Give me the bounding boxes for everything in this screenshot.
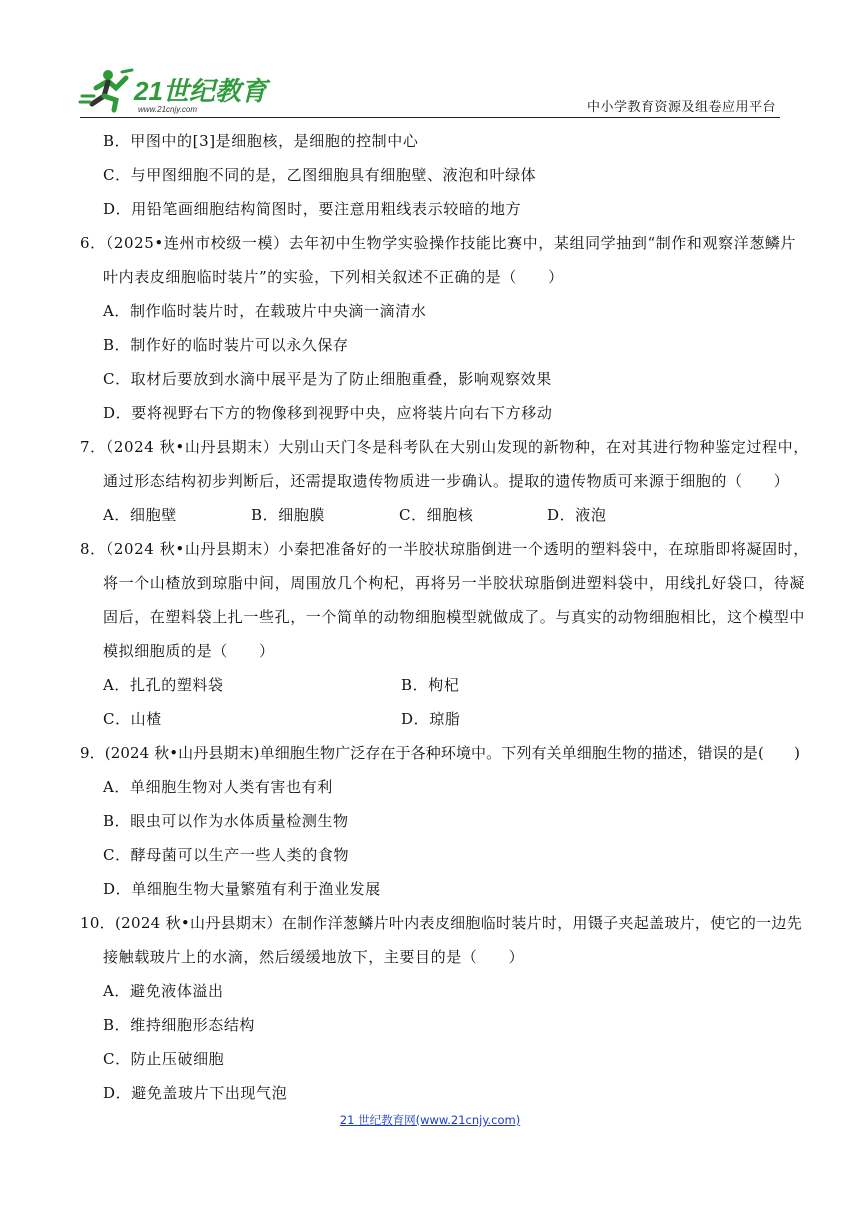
q7-stem-line1: 7．（2024 秋•山丹县期末）大别山天门冬是科考队在大别山发现的新物种，在对其进行物种鉴定过程中，: [80, 438, 809, 456]
q10-option-a: A．避免液体溢出: [103, 982, 224, 1000]
q8-stem-line2: 将一个山楂放到琼脂中间，周围放几个枸杞，再将另一半胶状琼脂倒进塑料袋中，用线扎好袋口，待凝: [103, 574, 806, 592]
q5-option-b: B．甲图中的[3]是细胞核，是细胞的控制中心: [103, 132, 419, 150]
q8-options-row1: [80, 668, 780, 702]
q6-option-b: B．制作好的临时装片可以永久保存: [103, 336, 349, 354]
q8-option-b: B．枸杞: [401, 676, 460, 694]
q6-option-d: D．要将视野右下方的物像移到视野中央，应将装片向右下方移动: [103, 404, 553, 422]
q8-option-c: C．山楂: [103, 710, 162, 728]
header-divider: [80, 117, 780, 118]
q7-options: [80, 498, 780, 532]
question-content: [80, 124, 809, 1110]
q6-stem-line1: 6．（2025•连州市校级一模）去年初中生物学实验操作技能比赛中，某组同学抽到“制作和观察洋葱鳞片: [80, 234, 797, 252]
q5-option-c: C．与甲图细胞不同的是，乙图细胞具有细胞壁、液泡和叶绿体: [103, 166, 537, 184]
q6-stem-line2: 叶内表皮细胞临时装片”的实验，下列相关叙述不正确的是（ ）: [103, 268, 564, 286]
q8-stem-line3: 固后，在塑料袋上扎一些孔，一个简单的动物细胞模型就做成了。与真实的动物细胞相比，这个模型中: [103, 608, 806, 626]
q10-option-c: C．防止压破细胞: [103, 1050, 225, 1068]
q7-option-c: C．细胞核: [399, 506, 474, 524]
q6-option-a: A．制作临时装片时，在载玻片中央滴一滴清水: [103, 302, 427, 320]
q5-option-d: D．用铅笔画细胞结构简图时，要注意用粗线表示较暗的地方: [103, 200, 522, 218]
q10-option-d: D．避免盖玻片下出现气泡: [103, 1084, 288, 1102]
site-logo[interactable]: [78, 66, 267, 116]
logo-text: 21世纪教育: [134, 76, 267, 106]
q8-options-row2: [80, 702, 780, 736]
q7-stem-line2: 通过形态结构初步判断后，还需提取遗传物质进一步确认。提取的遗传物质可来源于细胞的（ ）: [103, 472, 790, 490]
footer-link[interactable]: 21 世纪教育网(www.21cnjy.com): [339, 1113, 521, 1127]
q6-option-c: C．取材后要放到水滴中展平是为了防止细胞重叠，影响观察效果: [103, 370, 552, 388]
q8-stem-line4: 模拟细胞质的是（ ）: [103, 642, 275, 660]
q10-option-b: B．维持细胞形态结构: [103, 1016, 256, 1034]
q9-option-b: B．眼虫可以作为水体质量检测生物: [103, 812, 349, 830]
q8-option-a: A．扎孔的塑料袋: [103, 676, 224, 694]
q10-stem-line2: 接触载玻片上的水滴，然后缓缓地放下，主要目的是（ ）: [103, 948, 525, 966]
q7-option-a: A．细胞壁: [103, 506, 177, 524]
q7-option-d: D．液泡: [547, 506, 607, 524]
q8-option-d: D．琼脂: [401, 710, 461, 728]
q9-stem-line1: 9．(2024 秋•山丹县期末)单细胞生物广泛存在于各种环境中。下列有关单细胞生物的描述，错误的是( ): [80, 744, 801, 762]
q10-stem-line1: 10．(2024 秋•山丹县期末）在制作洋葱鳞片叶内表皮细胞临时装片时，用镊子夹起盖玻片，使它的一边先: [80, 914, 803, 932]
q8-stem-line1: 8．（2024 秋•山丹县期末）小秦把准备好的一半胶状琼脂倒进一个透明的塑料袋中，在琼脂即将凝固时，: [80, 540, 809, 558]
q9-option-a: A．单细胞生物对人类有害也有利: [103, 778, 333, 796]
platform-title: 中小学教育资源及组卷应用平台: [586, 100, 776, 115]
q7-option-b: B．细胞膜: [251, 506, 326, 524]
q9-option-c: C．酵母菌可以生产一些人类的食物: [103, 846, 350, 864]
runner-logo-icon: [78, 66, 267, 116]
page-header: [0, 0, 860, 122]
q9-option-d: D．单细胞生物大量繁殖有利于渔业发展: [103, 880, 381, 898]
logo-url: www.21cnjy.com: [138, 105, 197, 114]
